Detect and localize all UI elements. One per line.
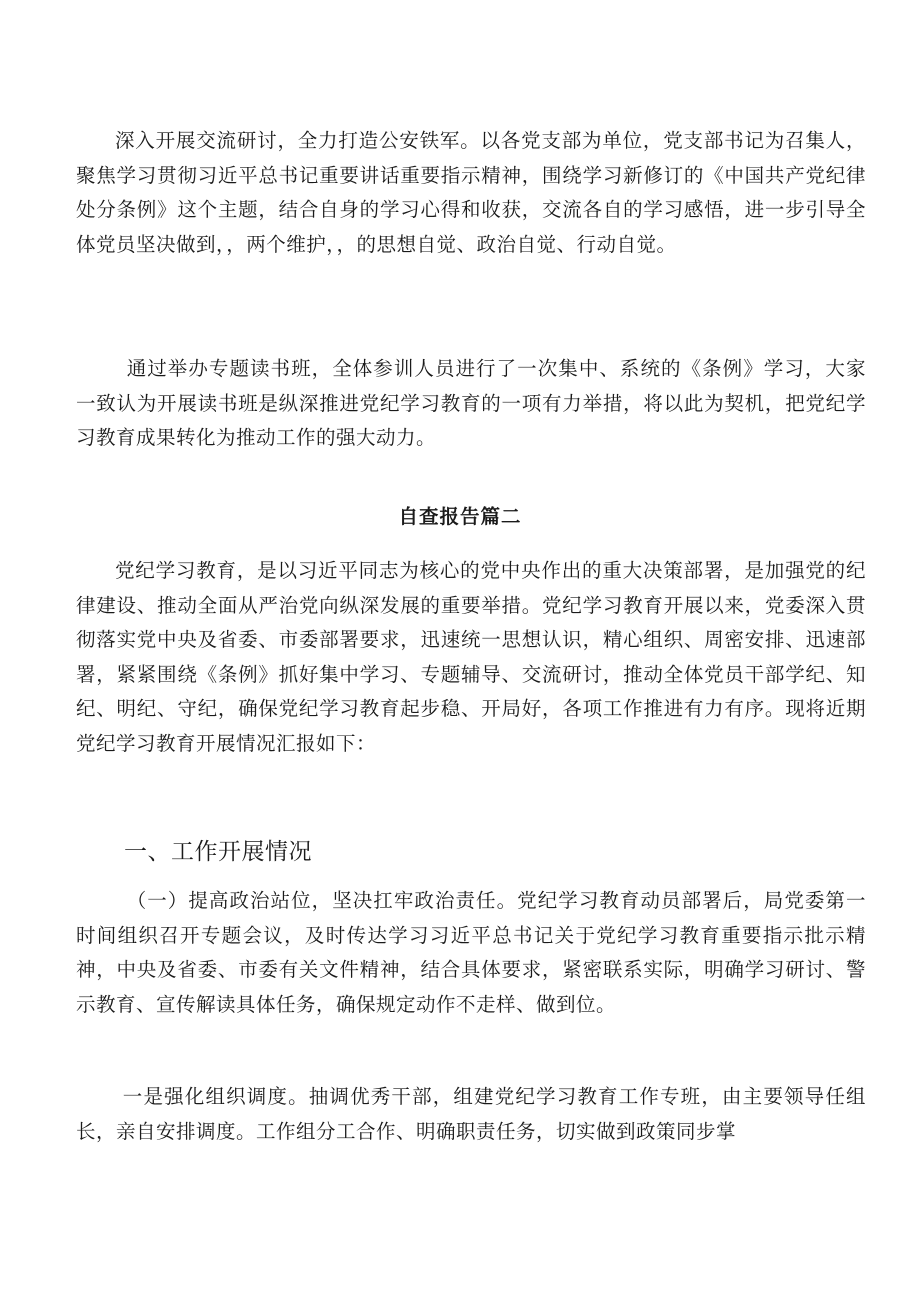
heading-work-progress: 一、工作开展情况: [124, 839, 312, 865]
paragraph-exchange-discussion: 深入开展交流研讨，全力打造公安铁军。以各党支部为单位，党支部书记为召集人，聚焦学习贯彻习近平总书记重要讲话重要指示精神，围绕学习新修订的《中国共产党纪律处分条例》这个主题，结合自身的学习心得和收获，交流各自的学习感悟，进一步引导全体党员坚决做到，，两个维护，，的思想自觉、政治自觉、行动自觉。: [76, 129, 866, 256]
paragraph-intro: 党纪学习教育，是以习近平同志为核心的党中央作出的重大决策部署，是加强党的纪律建设、推动全面从严治党向纵深发展的重要举措。党纪学习教育开展以来，党委深入贯彻落实党中央及省委、市委部署要求，迅速统一思想认识，精心组织、周密安排、迅速部署，紧紧围绕《条例》抓好集中学习、专题辅导、交流研讨，推动全体党员干部学纪、知纪、明纪、守纪，确保党纪学习教育起步稳、开局好，各项工作推进有力有序。现将近期党纪学习教育开展情况汇报如下：: [76, 559, 866, 755]
paragraph-reading-class: 通过举办专题读书班，全体参训人员进行了一次集中、系统的《条例》学习，大家一致认为开展读书班是纵深推进党纪学习教育的一项有力举措，将以此为契机，把党纪学习教育成果转化为推动工作的强大动力。: [76, 357, 866, 449]
section-title: 自查报告篇二: [398, 505, 522, 528]
paragraph-political-stance: （一）提高政治站位，坚决扛牢政治责任。党纪学习教育动员部署后，局党委第一时间组织召开专题会议，及时传达学习习近平总书记关于党纪学习教育重要指示批示精神，中央及省委、市委有关文件精神，结合具体要求，紧密联系实际，明确学习研讨、警示教育、宣传解读具体任务，确保规定动作不走样、做到位。: [76, 889, 866, 1016]
paragraph-organization: 一是强化组织调度。抽调优秀干部，组建党纪学习教育工作专班，由主要领导任组长，亲自安排调度。工作组分工合作、明确职责任务，切实做到政策同步掌: [76, 1085, 866, 1143]
